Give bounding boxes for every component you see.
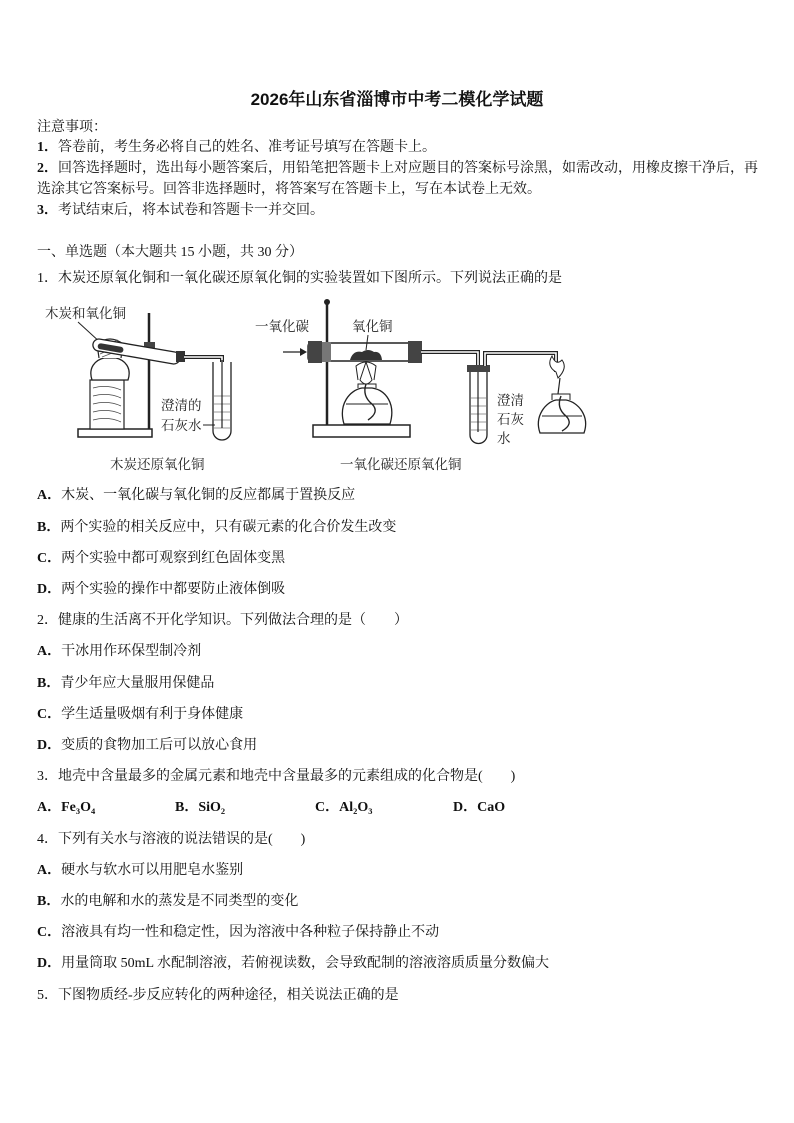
- option-label: C．: [37, 551, 62, 566]
- question-text: 下图物质经-步反应转化的两种途径，相关说法正确的是: [58, 988, 399, 1003]
- question-4-option-a: [37, 862, 243, 880]
- question-text: 地壳中含量最多的金属元素和地壳中含量最多的元素组成的化合物是( ): [58, 769, 516, 784]
- question-2-option-b: [37, 675, 214, 693]
- caption-left: 木炭还原氧化铜: [110, 457, 205, 472]
- limewater-label-left-1: 澄清的: [161, 398, 202, 413]
- question-1-option-b: [37, 519, 396, 537]
- notice-item-text: 考试结束后，将本试卷和答题卡一并交回。: [58, 203, 324, 218]
- option-label: A．: [37, 863, 62, 878]
- question-2-option-c: [37, 706, 243, 724]
- option-label: D．: [37, 738, 62, 753]
- question-3-option-b: [175, 799, 225, 817]
- option-text: 干冰用作环保型制冷剂: [61, 644, 202, 659]
- question-number: 4．: [37, 832, 58, 847]
- question-5-stem: [37, 987, 399, 1005]
- option-text: 两个实验的相关反应中，只有碳元素的化合价发生改变: [60, 520, 397, 535]
- notice-item-2: [37, 160, 758, 178]
- question-2-option-a: [37, 643, 201, 661]
- caption-right: 一氧化碳还原氧化铜: [340, 457, 462, 472]
- co-label: 一氧化碳: [255, 319, 309, 334]
- question-number: 3．: [37, 769, 58, 784]
- limewater-label-left-2: 石灰水: [161, 418, 202, 433]
- question-4-option-c: [37, 924, 439, 942]
- question-number: 5．: [37, 988, 58, 1003]
- option-text: 硬水与软水可以用肥皂水鉴别: [61, 863, 244, 878]
- notice-item-number: 1．: [37, 140, 58, 155]
- notice-item-number: 3．: [37, 203, 58, 218]
- question-number: 1．: [37, 271, 58, 286]
- cuo-label: 氧化铜: [352, 319, 393, 334]
- option-label: D．: [453, 800, 478, 815]
- charcoal-cuo-label: 木炭和氧化铜: [45, 306, 126, 321]
- question-1-option-d: [37, 581, 285, 599]
- apparatus-figure: [40, 295, 610, 480]
- question-3-option-c: [315, 799, 372, 817]
- option-text: 溶液具有均一性和稳定性，因为溶液中各种粒子保持静止不动: [61, 925, 440, 940]
- left-stopper: [176, 351, 185, 362]
- right-tube-stopper: [467, 365, 490, 372]
- question-4-option-d: [37, 955, 549, 973]
- limewater-label-right-2: 石灰: [497, 412, 524, 427]
- section-heading: 一、单选题（本大题共 15 小题，共 30 分）: [37, 245, 303, 260]
- question-text: 下列有关水与溶液的说法错误的是( ): [58, 832, 306, 847]
- option-text: SiO₂: [198, 800, 226, 815]
- question-1-option-a: [37, 487, 355, 505]
- notice-item-text: 回答选择题时，选出每小题答案后，用铅笔把答题卡上对应题目的答案标号涂黑，如需改动，用橡皮擦干净后，再: [58, 161, 758, 176]
- option-label: B．: [37, 520, 61, 535]
- option-text: Fe₃O₄: [61, 800, 96, 815]
- question-3-option-a: [37, 799, 95, 817]
- option-label: B．: [37, 894, 61, 909]
- left-alcohol-lamp: [91, 358, 129, 380]
- left-stand-base: [78, 429, 152, 437]
- option-label: D．: [37, 582, 62, 597]
- arrow-head: [300, 348, 307, 356]
- option-text: CaO: [477, 800, 506, 815]
- question-2-stem: [37, 612, 408, 630]
- question-text: 健康的生活离不开化学知识。下列做法合理的是（ ）: [58, 613, 408, 628]
- option-text: 用量筒取 50mL 水配制溶液，若俯视读数，会导致配制的溶液溶质质量分数偏大: [61, 956, 550, 971]
- question-number: 2．: [37, 613, 58, 628]
- exhaust-tube: [485, 353, 556, 372]
- limewater-label-right-3: 水: [497, 431, 511, 446]
- notice-heading: 注意事项：: [37, 120, 107, 135]
- option-label: C．: [37, 707, 62, 722]
- question-2-option-d: [37, 737, 257, 755]
- option-text: 水的电解和水的蒸发是不同类型的变化: [60, 894, 299, 909]
- option-label: B．: [37, 676, 61, 691]
- page-title: 2026年山东省淄博市中考二模化学试题: [250, 90, 544, 109]
- option-label: D．: [37, 956, 62, 971]
- option-label: A．: [37, 800, 62, 815]
- question-3-stem: [37, 768, 515, 786]
- notice-item-2-continued: 选涂其它答案标号。回答非选择题时，将答案写在答题卡上，写在本试卷上无效。: [37, 182, 541, 197]
- question-4-option-b: [37, 893, 298, 911]
- right-stopper-left: [308, 341, 322, 363]
- option-label: B．: [175, 800, 199, 815]
- right-flame: [360, 362, 372, 384]
- option-label: C．: [315, 800, 340, 815]
- right-stand-base: [313, 425, 410, 437]
- question-3-option-d: [453, 799, 505, 817]
- question-1-option-c: [37, 550, 285, 568]
- option-text: 青少年应大量服用保健品: [60, 676, 215, 691]
- right-alcohol-lamp: [342, 388, 391, 424]
- question-4-stem: [37, 831, 305, 849]
- option-text: 学生适量吸烟有利于身体健康: [61, 707, 244, 722]
- option-text: 两个实验中都可观察到红色固体变黑: [61, 551, 286, 566]
- right-stopper-right: [408, 341, 422, 363]
- option-label: C．: [37, 925, 62, 940]
- option-label: A．: [37, 488, 62, 503]
- notice-item-1: [37, 139, 436, 157]
- notice-item-3: [37, 202, 324, 220]
- option-text: 变质的食物加工后可以放心食用: [61, 738, 258, 753]
- notice-item-text: 答卷前，考生务必将自己的姓名、准考证号填写在答题卡上。: [58, 140, 436, 155]
- option-label: A．: [37, 644, 62, 659]
- notice-item-number: 2．: [37, 161, 58, 176]
- option-text: 木炭、一氧化碳与氧化铜的反应都属于置换反应: [61, 488, 356, 503]
- limewater-label-right-1: 澄清: [497, 393, 524, 408]
- question-1-stem: [37, 270, 562, 288]
- question-3-options: [0, 799, 794, 817]
- option-text: Al₂O₃: [339, 800, 373, 815]
- right-clamp: [322, 342, 331, 362]
- question-text: 木炭还原氧化铜和一氧化碳还原氧化铜的实验装置如下图所示。下列说法正确的是: [58, 271, 562, 286]
- option-text: 两个实验的操作中都要防止液体倒吸: [61, 582, 286, 597]
